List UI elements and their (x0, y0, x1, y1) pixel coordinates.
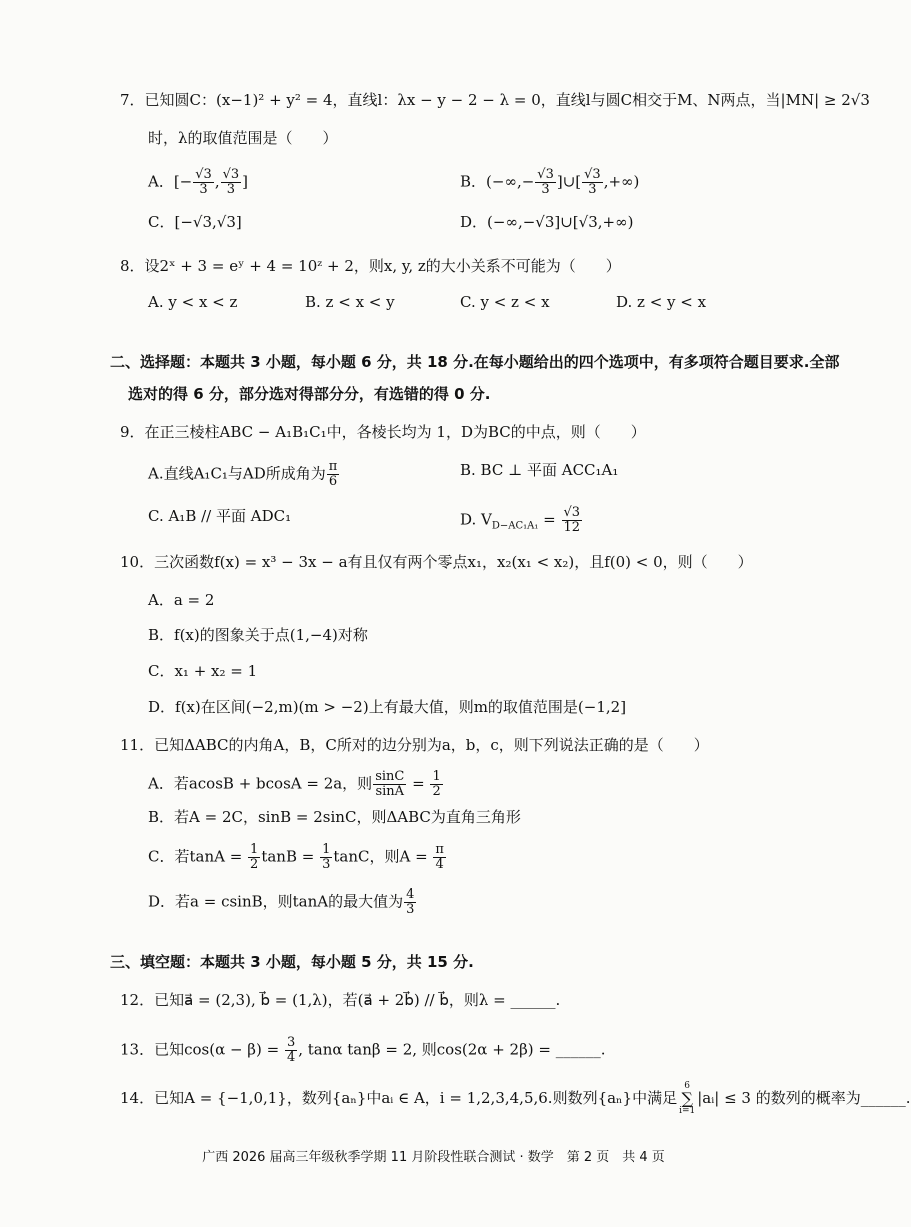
q7-option-b: B．(−∞,− $\frac{√3}{3}$ ]∪[ $\frac{√3}{3}$ ,+∞) (460, 167, 640, 197)
q8-option-b: B. z < x < y (305, 293, 395, 311)
q7-stem-line1: 7．已知圆C：(x−1)² + y² = 4，直线l：λx − y − 2 − λ = 0，直线l与圆C相交于M、N两点，当|MN| ≥ 2√3 (120, 91, 870, 109)
q8-stem: 8．设2ˣ + 3 = eʸ + 4 = 10ᶻ + 2，则x, y, z的大小关系不可能为（ ） (120, 257, 621, 275)
summation: 6 ∑ i=1 (679, 1081, 696, 1116)
q12-stem: 12．已知a⃗ = (2,3), b⃗ = (1,λ)，若(a⃗ + 2b⃗) // b⃗，则λ = ______. (120, 991, 561, 1009)
section2-heading-line1: 二、选择题：本题共 3 小题，每小题 6 分，共 18 分.在每小题给出的四个选项中，有多项符合题目要求.全部 (110, 353, 840, 371)
q7-option-d: D．(−∞,−√3]∪[√3,+∞) (460, 213, 634, 231)
q7-option-a: A．[− $\frac{√3}{3}$ , $\frac{√3}{3}$ ] (148, 167, 249, 197)
q8-option-a: A. y < x < z (148, 293, 238, 311)
q8-option-c: C. y < z < x (460, 293, 550, 311)
q8-option-d: D. z < y < x (616, 293, 707, 311)
q10-option-d: D．f(x)在区间(−2,m)(m > −2)上有最大值，则m的取值范围是(−1,2] (148, 698, 627, 716)
q14-stem: 14．已知A = {−1,0,1}，数列{aₙ}中aᵢ ∈ A，i = 1,2,3,4,5,6.则数列{aₙ}中满足 6 ∑ i=1 |aᵢ| ≤ 3 的数列的概率为______. (120, 1081, 911, 1116)
q11-option-d: D．若a = csinB，则tanA的最大值为 $\frac{4}{3}$ (148, 887, 415, 917)
q9-option-a: A.直线A₁C₁与AD所成角为 $\frac{\pi}{6}$ (148, 459, 338, 489)
q9-option-d: D. $V_{D-AC_1A_1}$ = $\frac{√3}{12}$ (460, 505, 581, 535)
q10-option-a: A．a = 2 (148, 591, 215, 609)
q11-stem: 11．已知ΔABC的内角A，B，C所对的边分别为a，b，c，则下列说法正确的是（ ） (120, 736, 709, 754)
q10-stem: 10．三次函数f(x) = x³ − 3x − a有且仅有两个零点x₁，x₂(x₁ < x₂)，且f(0) < 0，则（ ） (120, 553, 753, 571)
q9-option-c: C. A₁B // 平面 ADC₁ (148, 507, 292, 525)
q11-option-c: C．若tanA = $\frac{1}{2}$ tanB = $\frac{1}{3}$ tanC，则A = $\frac{\pi}{4}$ (148, 842, 444, 872)
q9-stem: 9．在正三棱柱ABC − A₁B₁C₁中，各棱长均为 1，D为BC的中点，则（ ） (120, 423, 646, 441)
q9-option-b: B. BC ⊥ 平面 ACC₁A₁ (460, 461, 619, 479)
q10-option-b: B．f(x)的图象关于点(1,−4)对称 (148, 626, 368, 644)
q10-option-c: C．x₁ + x₂ = 1 (148, 662, 258, 680)
section2-heading-line2: 选对的得 6 分，部分选对得部分分，有选错的得 0 分. (128, 385, 491, 403)
q11-option-b: B．若A = 2C，sinB = 2sinC，则ΔABC为直角三角形 (148, 808, 521, 826)
q13-stem: 13．已知cos(α − β) = $\frac{3}{4}$ , tanα tanβ = 2, 则cos(2α + 2β) = ______. (120, 1035, 606, 1065)
q7-option-c: C．[−√3,√3] (148, 213, 242, 231)
q7-stem-line2: 时，λ的取值范围是（ ） (148, 129, 338, 147)
section3-heading: 三、填空题：本题共 3 小题，每小题 5 分，共 15 分. (110, 953, 474, 971)
q11-option-a: A．若acosB + bcosA = 2a，则 $\frac{\sin C}{\sin A}$ = $\frac{1}{2}$ (148, 769, 441, 799)
page-footer: 广西 2026 届高三年级秋季学期 11 月阶段性联合测试 · 数学 第 2 页 共 4 页 (202, 1150, 665, 1165)
